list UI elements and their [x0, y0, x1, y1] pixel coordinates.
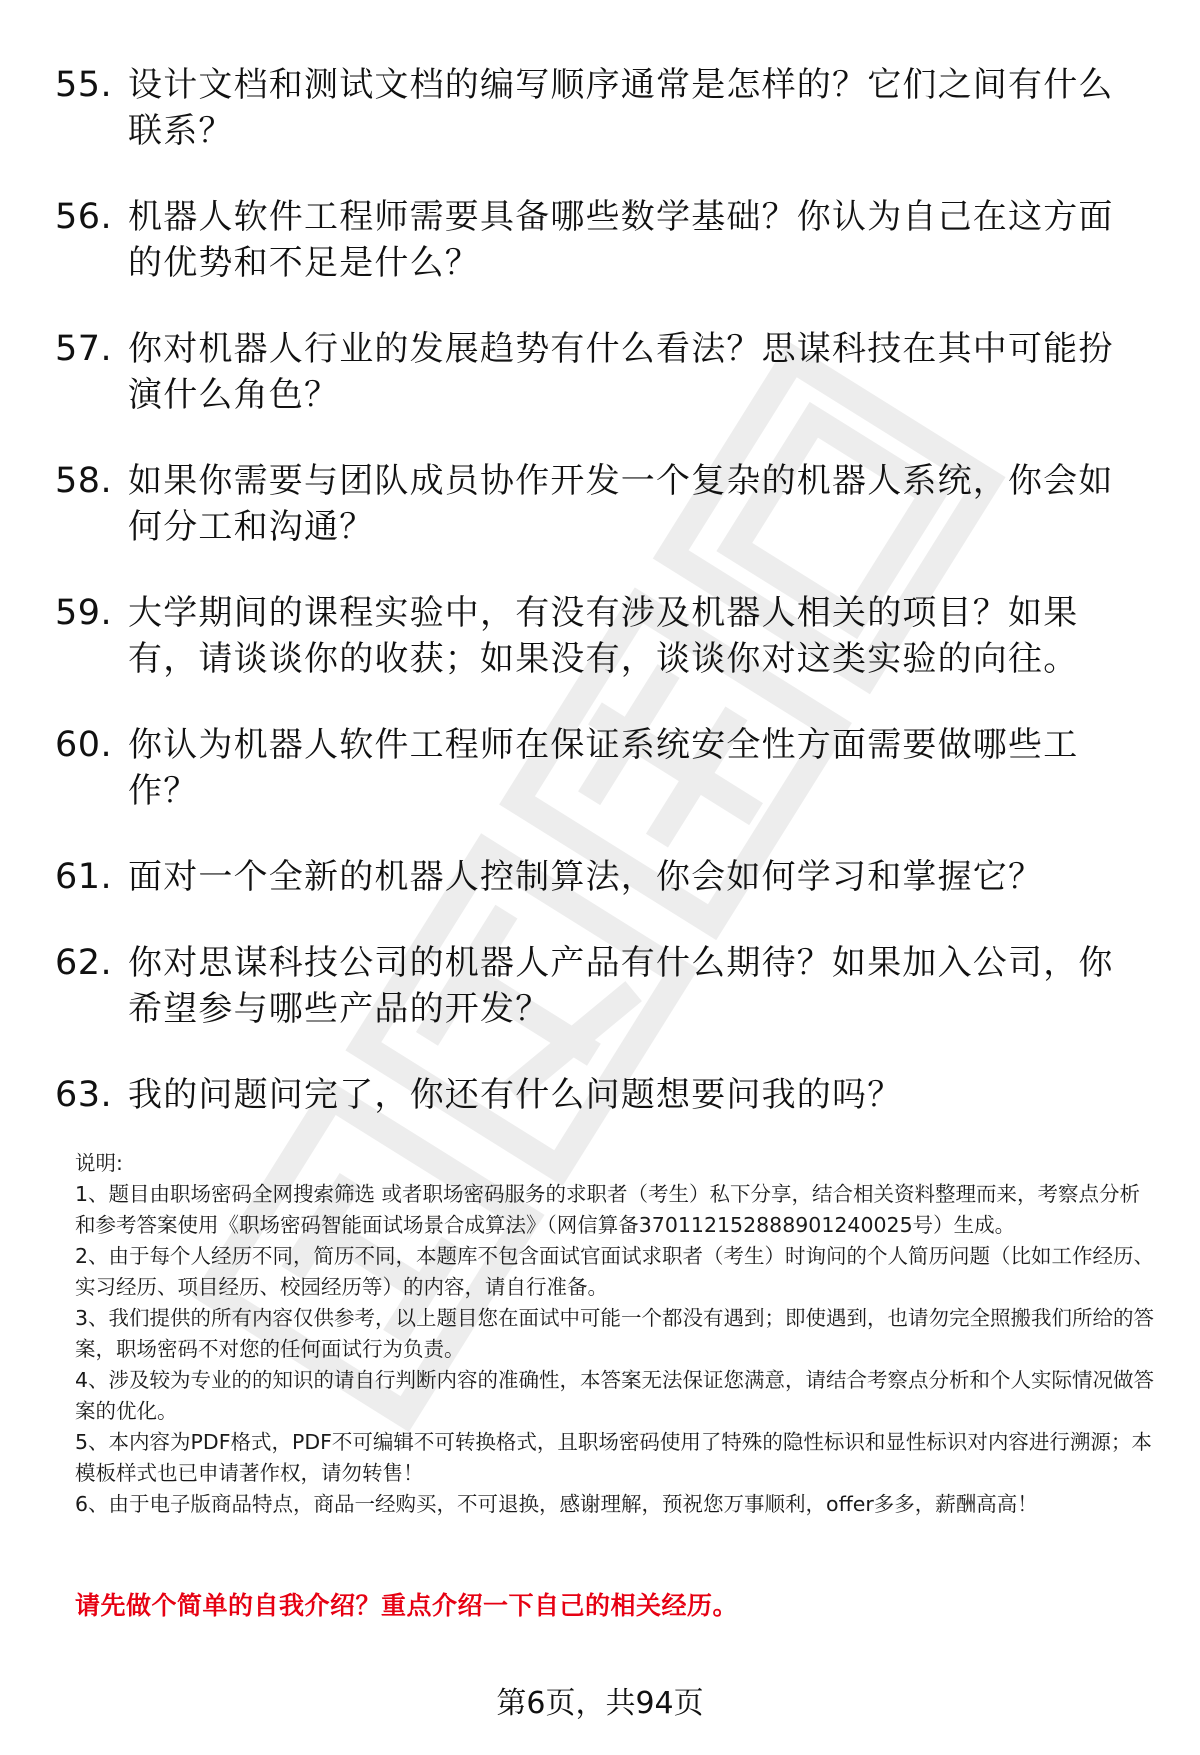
question-number: 59. [55, 593, 113, 633]
question-item [55, 458, 1155, 550]
question-text: 如果你需要与团队成员协作开发一个复杂的机器人系统，你会如何分工和沟通？ [128, 461, 1114, 547]
notes-title: 说明: [75, 1151, 123, 1175]
page-number-footer: 第6页，共94页 [496, 1686, 704, 1721]
question-number: 60. [55, 725, 113, 765]
question-number: 61. [55, 857, 113, 897]
notes-section [75, 1148, 1155, 1520]
note-item: 3、我们提供的所有内容仅供参考，以上题目您在面试中可能一个都没有遇到；即使遇到，也请勿完全照搬我们所给的答案，职场密码不对您的任何面试行为负责。 [75, 1306, 1155, 1361]
question-item [55, 940, 1155, 1032]
question-number: 58. [55, 461, 113, 501]
question-text: 机器人软件工程师需要具备哪些数学基础？你认为自己在这方面的优势和不足是什么？ [128, 197, 1114, 283]
question-text: 你对思谋科技公司的机器人产品有什么期待？如果加入公司，你希望参与哪些产品的开发？ [128, 943, 1114, 1029]
question-text: 大学期间的课程实验中，有没有涉及机器人相关的项目？如果有，请谈谈你的收获；如果没有，谈谈你对这类实验的向往。 [128, 593, 1079, 679]
question-text: 设计文档和测试文档的编写顺序通常是怎样的？它们之间有什么联系？ [128, 65, 1114, 151]
question-list [55, 62, 1155, 1158]
highlight-question: 请先做个简单的自我介绍？重点介绍一下自己的相关经历。 [75, 1591, 739, 1620]
note-item: 6、由于电子版商品特点，商品一经购买，不可退换，感谢理解，预祝您万事顺利，offer多多，薪酬高高！ [75, 1492, 1038, 1516]
question-item [55, 62, 1155, 154]
question-item [55, 194, 1155, 286]
question-item [55, 326, 1155, 418]
question-text: 你认为机器人软件工程师在保证系统安全性方面需要做哪些工作？ [128, 725, 1079, 811]
question-item [55, 854, 1155, 900]
question-number: 57. [55, 329, 113, 369]
note-item: 2、由于每个人经历不同，简历不同，本题库不包含面试官面试求职者（考生）时询问的个人简历问题（比如工作经历、实习经历、项目经历、校园经历等）的内容，请自行准备。 [75, 1244, 1155, 1299]
question-number: 56. [55, 197, 113, 237]
question-number: 62. [55, 943, 113, 983]
question-number: 55. [55, 65, 113, 105]
question-text: 面对一个全新的机器人控制算法，你会如何学习和掌握它？ [128, 857, 1044, 897]
question-text: 我的问题问完了，你还有什么问题想要问我的吗？ [128, 1075, 903, 1115]
note-item: 5、本内容为PDF格式，PDF不可编辑不可转换格式，且职场密码使用了特殊的隐性标识和显性标识对内容进行溯源；本模板样式也已申请著作权，请勿转售！ [75, 1430, 1152, 1485]
question-text: 你对机器人行业的发展趋势有什么看法？思谋科技在其中可能扮演什么角色？ [128, 329, 1114, 415]
note-item: 4、涉及较为专业的的知识的请自行判断内容的准确性，本答案无法保证您满意，请结合考察点分析和个人实际情况做答案的优化。 [75, 1368, 1155, 1423]
question-item [55, 1072, 1155, 1118]
question-item [55, 590, 1155, 682]
question-item [55, 722, 1155, 814]
note-item: 1、题目由职场密码全网搜索筛选 或者职场密码服务的求职者（考生）私下分享，结合相关资料整理而来，考察点分析和参考答案使用《职场密码智能面试场景合成算法》（网信算备370112152888901240025号）生成。 [75, 1182, 1141, 1237]
question-number: 63. [55, 1075, 113, 1115]
